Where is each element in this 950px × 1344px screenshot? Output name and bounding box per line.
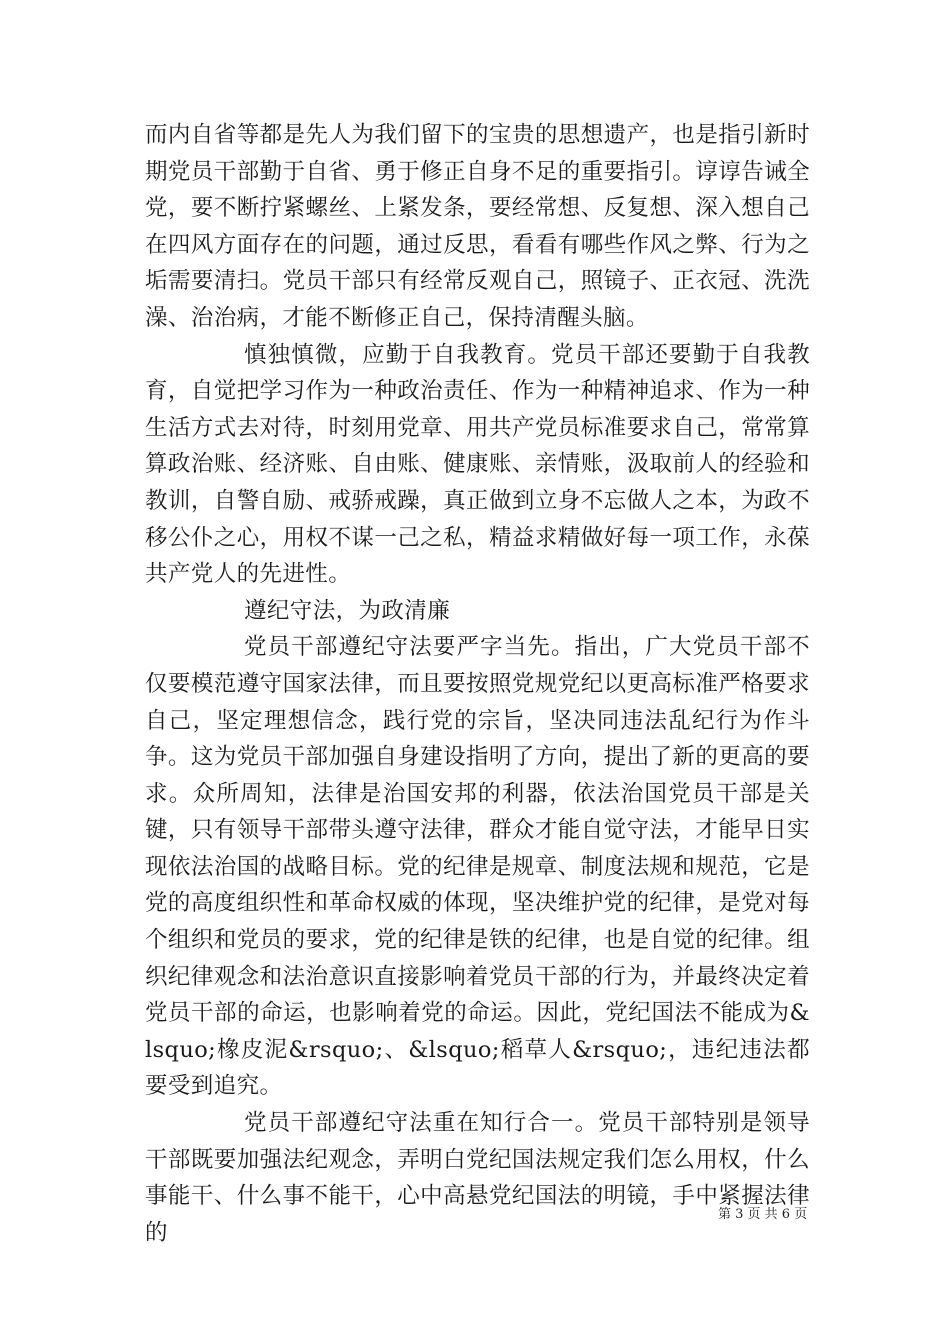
paragraph-2: 慎独慎微，应勤于自我教育。党员干部还要勤于自我教育，自觉把学习作为一种政治责任、作为一种精神追求、作为一种生活方式去对待，时刻用党章、用共产党员标准要求自己，常常算算政治账、经济账、自由账、健康账、亲情账，汲取前人的经验和教训，自警自励、戒骄戒躁，真正做到立身不忘做人之本，为政不移公仆之心，用权不谋一己之私，精益求精做好每一项工作，永葆共产党人的先进性。 — [145, 341, 810, 588]
paragraph-1: 而内自省等都是先人为我们留下的宝贵的思想遗产，也是指引新时期党员干部勤于自省、勇于修正自身不足的重要指引。谆谆告诫全党，要不断拧紧螺丝、上紧发条，要经常想、反复想、深入想自己在四风方面存在的问题，通过反思，看看有哪些作风之弊、行为之垢需要清扫。党员干部只有经常反观自己，照镜子、正衣冠、洗洗澡、治治病，才能不断修正自己，保持清醒头脑。 — [145, 122, 810, 331]
document-body — [145, 117, 810, 1251]
paragraph-4: 党员干部遵纪守法重在知行合一。党员干部特别是领导干部既要加强法纪观念，弄明白党纪国法规定我们怎么用权，什么事能干、什么事不能干，心中高悬党纪国法的明镜，手中紧握法律的 — [145, 1110, 810, 1246]
page-number-footer: 第 3 页 共 6 页 — [718, 1207, 808, 1222]
section-heading: 遵纪守法，为政清廉 — [244, 597, 451, 624]
paragraph-3: 党员干部遵纪守法要严字当先。指出，广大党员干部不仅要模范遵守国家法律，而且要按照党规党纪以更高标准严格要求自己，坚定理想信念，践行党的宗旨，坚决同违法乱纪行为作斗争。这为党员干部加强自身建设指明了方向，提出了新的更高的要求。众所周知，法律是治国安邦的利器，依法治国党员干部是关键，只有领导干部带头遵守法律，群众才能自觉守法，才能早日实现依法治国的战略目标。党的纪律是规章、制度法规和规范，它是党的高度组织性和革命权威的体现，坚决维护党的纪律，是党对每个组织和党员的要求，党的纪律是铁的纪律，也是自觉的纪律。组织纪律观念和法治意识直接影响着党员干部的行为，并最终决定着党员干部的命运，也影响着党的命运。因此，党纪国法不能成为&lsquo;橡皮泥&rsquo;、&lsquo;稻草人&rsquo;，违纪违法都要受到追究。 — [145, 634, 810, 1100]
